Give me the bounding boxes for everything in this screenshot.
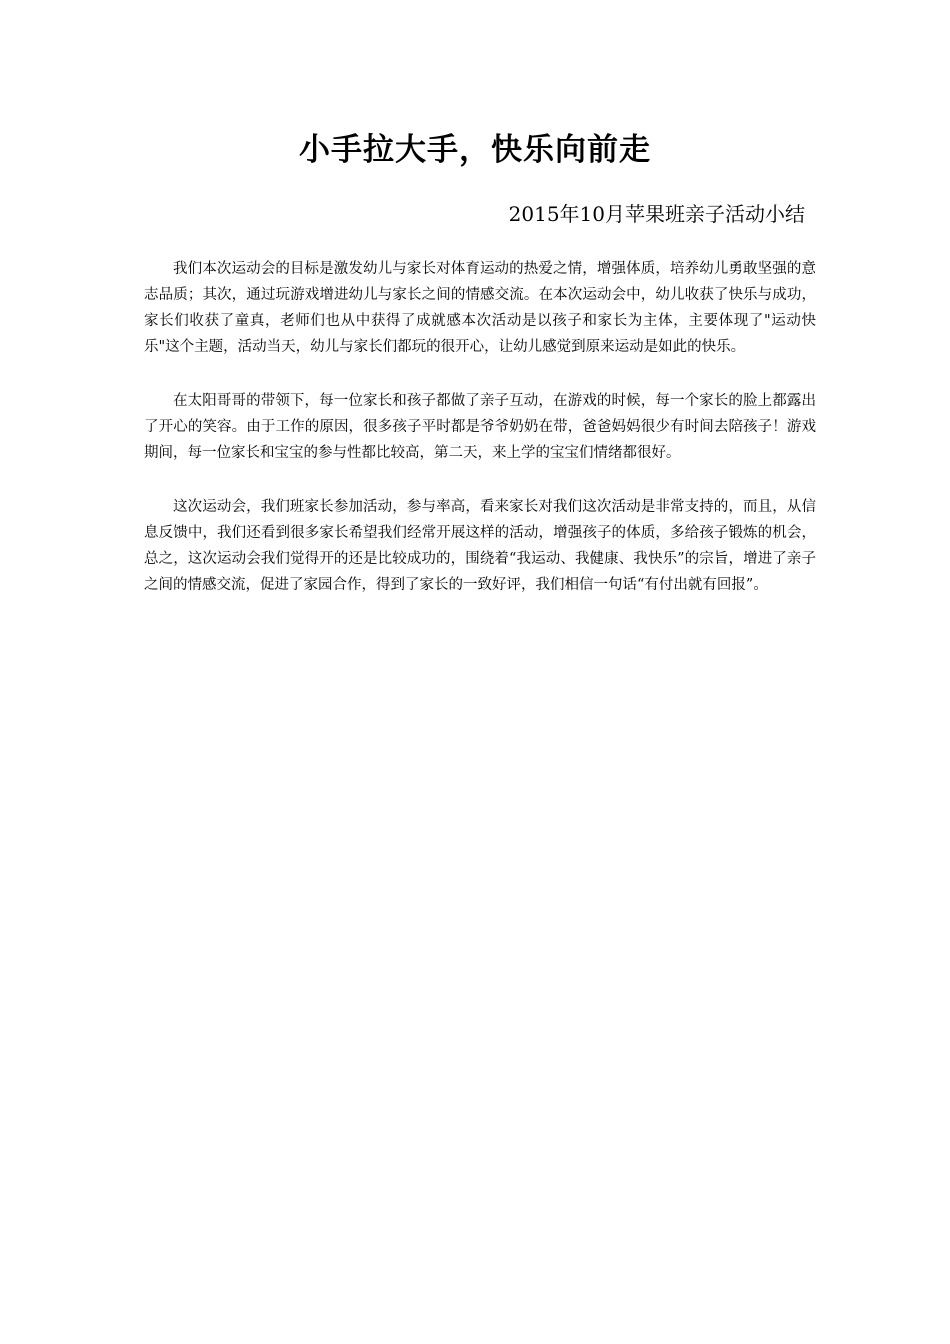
body-text: [144, 256, 816, 626]
page-subtitle: 2015年10月苹果班亲子活动小结: [508, 202, 805, 226]
paragraph-2: 在太阳哥哥的带领下，每一位家长和孩子都做了亲子互动，在游戏的时候，每一个家长的脸上都露出了开心的笑容。由于工作的原因，很多孩子平时都是爷爷奶奶在带，爸爸妈妈很少有时间去陪孩子！游戏期间，每一位家长和宝宝的参与性都比较高，第二天，来上学的宝宝们情绪都很好。: [144, 393, 816, 461]
paragraph-3: 这次运动会，我们班家长参加活动，参与率高，看来家长对我们这次活动是非常支持的，而且，从信息反馈中，我们还看到很多家长希望我们经常开展这样的活动，增强孩子的体质，多给孩子锻炼的机会，总之，这次运动会我们觉得开的还是比较成功的，围绕着“我运动、我健康、我快乐”的宗旨，增进了亲子之间的情感交流，促进了家园合作，得到了家长的一致好评，我们相信一句话“有付出就有回报”。: [144, 499, 816, 593]
paragraph-1: 我们本次运动会的目标是激发幼儿与家长对体育运动的热爱之情，增强体质，培养幼儿勇敢坚强的意志品质；其次，通过玩游戏增进幼儿与家长之间的情感交流。在本次运动会中，幼儿收获了快乐与成功，家长们收获了童真，老师们也从中获得了成就感本次活动是以孩子和家长为主体，主要体现了"运动快乐"这个主题，活动当天，幼儿与家长们都玩的很开心，让幼儿感觉到原来运动是如此的快乐。: [144, 261, 816, 355]
page-title: 小手拉大手，快乐向前走: [299, 132, 651, 168]
